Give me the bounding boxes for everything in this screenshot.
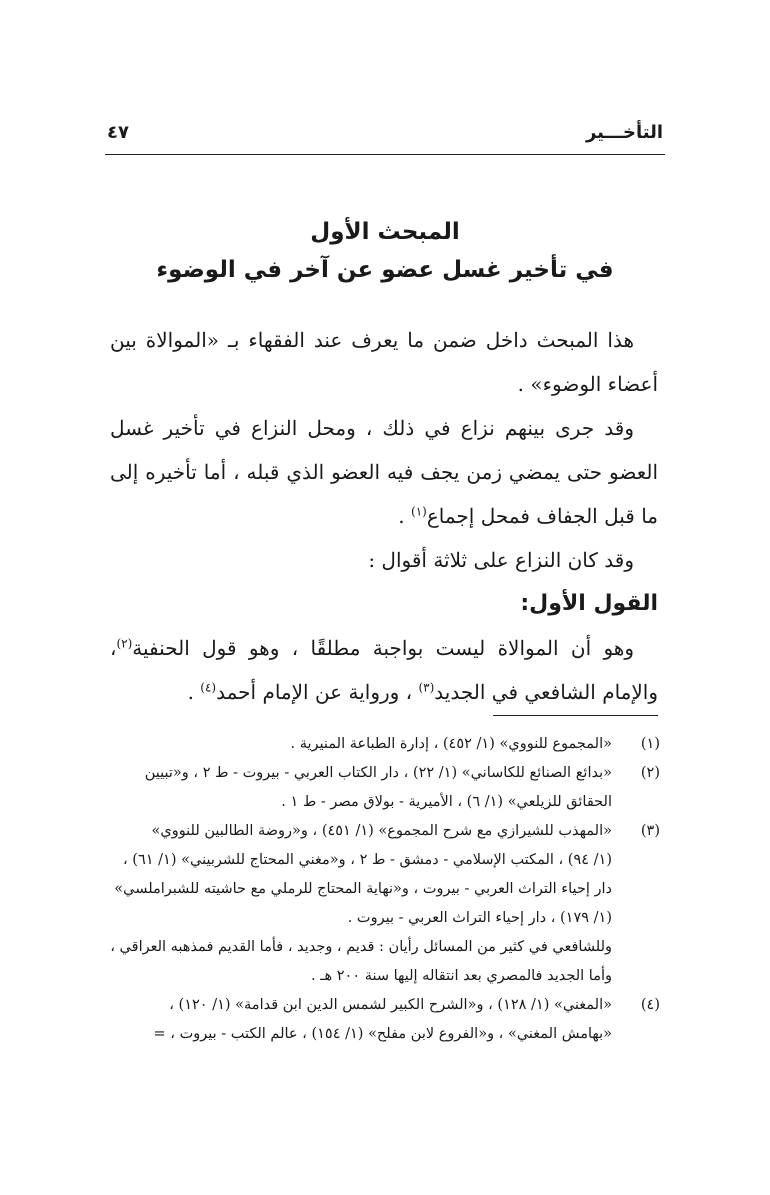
body-text (110, 318, 658, 714)
paragraph-4-b: ، والإمام الشافعي في الجديد (110, 636, 658, 704)
paragraph-4 (110, 626, 658, 714)
footnote-number: (٤) (640, 997, 660, 1013)
footnote-ref-2: (٢) (116, 636, 133, 651)
footnote-line: وأما الجديد فالمصري بعد انتقاله إليها سنة ٢٠٠ هـ . (311, 968, 612, 984)
footnote-1 (110, 730, 660, 759)
paragraph-2 (110, 406, 658, 538)
footnote-4 (110, 991, 660, 1049)
footnote-line: دار إحياء التراث العربي - بيروت ، و«نهاية المحتاج للرملي مع حاشيته للشبراملسي» (114, 881, 612, 897)
page-number: ٤٧ (107, 122, 129, 143)
paragraph-4-a: وهو أن الموالاة ليست بواجبة مطلقًا ، وهو قول الحنفية (132, 636, 634, 660)
section-heading (105, 213, 665, 289)
footnote-line: «المغني» (١/ ١٢٨) ، و«الشرح الكبير لشمس الدين ابن قدامة» (١/ ١٢٠) ، (169, 997, 612, 1013)
paragraph-3: وقد كان النزاع على ثلاثة أقوال : (368, 548, 634, 572)
footnote-line: «بهامش المغني» ، و«الفروع لابن مفلح» (١/ ١٥٤) ، عالم الكتب - بيروت ، = (153, 1026, 612, 1042)
paragraph-4-c: ، ورواية عن الإمام أحمد (216, 680, 419, 704)
footnote-line: الحقائق للزيلعي» (١/ ٦) ، الأميرية - بولاق مصر - ط ١ . (281, 794, 612, 810)
footnote-number: (٣) (640, 823, 660, 839)
footnote-2 (110, 759, 660, 817)
footnote-line: «المهذب للشيرازي مع شرح المجموع» (١/ ٤٥١) ، و«روضة الطالبين للنووي» (151, 823, 612, 839)
footnote-line: «المجموع للنووي» (١/ ٤٥٢) ، إدارة الطباعة المنيرية . (290, 736, 612, 752)
footnote-line: (١/ ١٧٩) ، دار إحياء التراث العربي - بيروت . (347, 910, 612, 926)
footnote-line: وللشافعي في كثير من المسائل رأيان : قديم ، وجديد ، فأما القديم فمذهبه العراقي ، (110, 939, 612, 955)
section-subtitle: في تأخير غسل عضو عن آخر في الوضوء (156, 257, 614, 283)
subheading-first-opinion: القول الأول: (520, 591, 658, 616)
section-title: المبحث الأول (310, 219, 460, 245)
paragraph-4-end: . (187, 680, 201, 704)
footnote-ref-3: (٣) (418, 680, 435, 695)
footnote-separator (493, 715, 658, 716)
footnote-ref-1: (١) (411, 504, 427, 519)
footnote-3 (110, 817, 660, 991)
paragraph-1: هذا المبحث داخل ضمن ما يعرف عند الفقهاء بـ «الموالاة بين أعضاء الوضوء» . (110, 328, 658, 396)
running-header (105, 118, 665, 155)
paragraph-2-end: . (398, 504, 411, 528)
footnote-line: (١/ ٩٤) ، المكتب الإسلامي - دمشق - ط ٢ ، و«مغني المحتاج للشربيني» (١/ ٦١) ، (123, 852, 612, 868)
paragraph-2-text: وقد جرى بينهم نزاع في ذلك ، ومحل النزاع في تأخير غسل العضو حتى يمضي زمن يجف فيه العضو الذي قبله ، أما تأخيره إلى ما قبل الجفاف فمحل إجماع (110, 416, 658, 528)
footnote-line: «بدائع الصنائع للكاساني» (١/ ٢٢) ، دار الكتاب العربي - بيروت - ط ٢ ، و«تبيين (144, 765, 612, 781)
running-title: التأخـــير (585, 122, 663, 143)
footnotes (110, 730, 660, 1049)
footnote-number: (٢) (640, 765, 660, 781)
footnote-ref-4: (٤) (200, 680, 217, 695)
footnote-number: (١) (640, 736, 660, 752)
